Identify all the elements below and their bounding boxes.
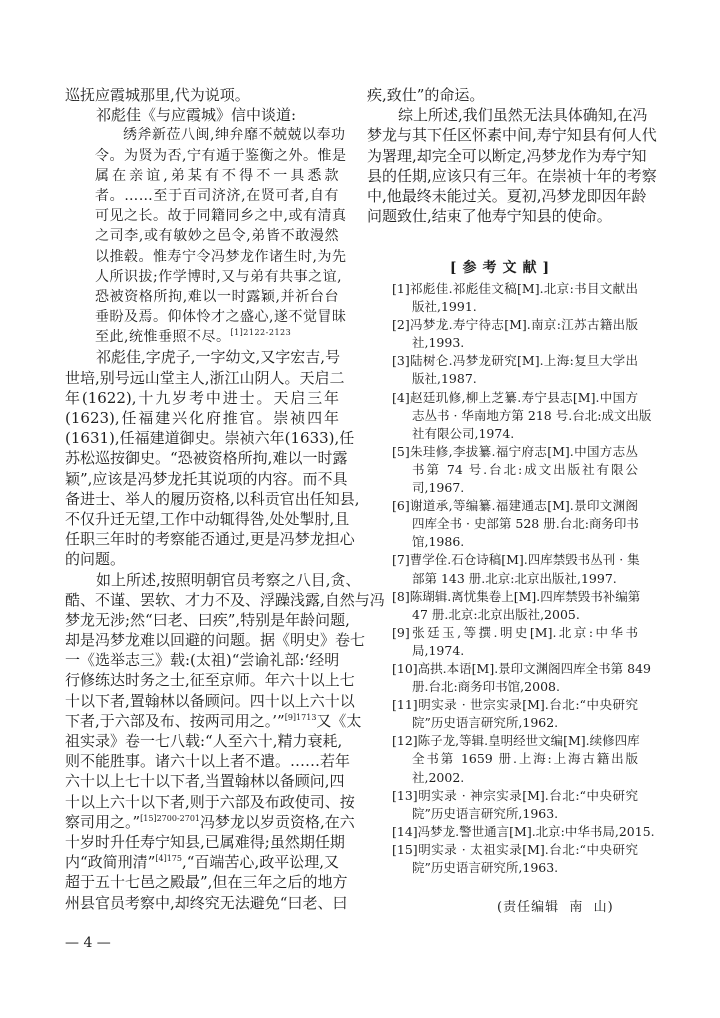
text-line: [65, 529, 355, 549]
reference-text: 陈子龙,等辑.皇明经世文编[M].续修四库: [417, 733, 640, 749]
quote-line: [95, 307, 347, 327]
text-segment: 十岁时升任寿宁知县,已属难得;虽然期任期: [65, 832, 345, 851]
text-line: [65, 428, 355, 448]
reference-item: [392, 624, 638, 660]
text-segment: 令。为贤为否,宁有遁于鉴衡之外。惟是: [95, 147, 347, 164]
reference-text: 明实录 · 世宗实录[M].台北:“中央研究: [417, 697, 638, 713]
text-segment: 祖实录》卷一七八载:“人至六十,精力衰耗,: [65, 732, 343, 750]
reference-text: 冯梦龙.寿宁待志[M].南京:江苏古籍出版: [409, 317, 638, 333]
reference-item: [392, 732, 638, 786]
text-segment: 巡抚应霞城那里,代为说项。: [65, 86, 250, 104]
text-segment: 祁彪佳《与应霞城》信中谈道:: [96, 106, 297, 125]
text-line: [96, 570, 361, 590]
reference-text: 陆树仑.冯梦龙研究[M].上海:复旦大学出: [409, 353, 638, 369]
reference-line: [412, 298, 638, 316]
text-line: [65, 792, 355, 812]
reference-text: 社,2002.: [412, 769, 465, 785]
reference-number: [8]: [392, 588, 410, 604]
text-segment: 备进士、举人的履历资格,以科贡官出任知县,: [65, 489, 360, 508]
reference-line: [392, 787, 638, 805]
text-line: [65, 549, 339, 569]
reference-text: 志丛书 · 华南地方第 218 号.台北:成文出版: [412, 407, 652, 423]
reference-item: [392, 823, 655, 841]
reference-line: [392, 660, 652, 678]
reference-line: [412, 678, 638, 696]
reference-number: [2]: [392, 317, 410, 333]
reference-number: [1]: [392, 281, 410, 296]
reference-line: [412, 606, 638, 624]
reference-item: [392, 352, 638, 388]
editor-note: (责任编辑 南 山): [497, 900, 614, 915]
text-segment: 内“政简刑清”: [65, 853, 156, 872]
reference-item: [392, 389, 652, 443]
text-segment: 却是冯梦龙难以回避的问题。据《明史》卷七: [65, 631, 366, 650]
text-line: [65, 812, 355, 832]
quote-line: [95, 226, 339, 246]
citation-superscript: [1]2122-2123: [230, 328, 292, 338]
reference-text: 司,1967.: [412, 480, 465, 496]
text-line: [65, 711, 362, 731]
text-line: [65, 872, 348, 892]
reference-line: [412, 370, 638, 388]
text-segment: 州县官员考察中,却终究无法避免“曰老、曰: [65, 893, 348, 912]
quote-line: [123, 125, 346, 145]
text-segment: 县的任期,应该只有三年。在崇祯十年的考察: [367, 166, 657, 185]
left-column: [65, 85, 385, 913]
reference-number: [9]: [392, 624, 410, 640]
reference-text: 谢道承,等编纂.福建通志[M].景印文渊阁: [409, 498, 638, 514]
text-segment: ,“百端苦心,政平讼理,又: [181, 853, 339, 872]
text-line: [367, 125, 657, 145]
text-line: [65, 388, 339, 408]
reference-text: 陈瑚辑.离忧集卷上[M].四库禁毁书补编第: [409, 588, 641, 604]
text-segment: (1631),任福建道御史。崇祯六年(1633),任: [65, 429, 355, 448]
text-line: [367, 85, 638, 105]
text-line: [65, 893, 348, 913]
text-segment: 察司用之。”: [65, 812, 141, 831]
text-segment: 下者,于六部及布、按两司用之。’”: [65, 711, 285, 730]
reference-line: [412, 425, 638, 443]
text-segment: 则不能胜事。诸六十以上者不遣。……若年: [65, 752, 351, 771]
text-segment: 冯梦龙以岁贡资格,在六: [200, 812, 355, 831]
text-segment: 中,他最终未能过关。夏初,冯梦龙即因年龄: [367, 186, 647, 205]
text-line: [96, 105, 339, 125]
reference-text: 全书第 1659 册.上海:上海古籍出版: [412, 751, 638, 767]
reference-line: [392, 316, 638, 334]
reference-line: [392, 732, 638, 750]
reference-number: [15]: [392, 841, 418, 857]
references-heading: [参考文献]: [449, 260, 556, 276]
reference-line: [392, 497, 638, 515]
reference-text: 社,1993.: [412, 335, 465, 351]
reference-line: [392, 624, 638, 642]
reference-item: [392, 316, 638, 352]
reference-line: [392, 551, 638, 569]
text-segment: 以推毂。惟寿宁令冯梦龙作诸生时,为先: [95, 248, 347, 265]
text-segment: 梦龙无涉;然“曰老、曰疾”,特别是年龄问题,: [65, 610, 350, 629]
quote-line: [95, 166, 339, 186]
text-segment: 十以下者,置翰林以备顾问。四十以上六十以: [65, 691, 355, 710]
text-segment: 可见之长。故于同籍同乡之中,或有清真: [95, 208, 347, 225]
text-segment: 又《太: [316, 711, 362, 730]
reference-item: [392, 841, 638, 877]
reference-text: 赵廷玑修,柳上芝纂.寿宁县志[M].中国方: [409, 389, 638, 405]
text-line: [65, 852, 339, 872]
reference-text: 曹学佺.石仓诗稿[M].四库禁毁书丛刊 · 集: [409, 552, 640, 568]
text-segment: 绣斧新莅八闽,绅弁靡不兢兢以奉功: [123, 127, 346, 144]
reference-line: [392, 696, 638, 714]
text-line: [65, 590, 385, 610]
text-line: [65, 771, 345, 791]
reference-number: [10]: [392, 660, 418, 676]
reference-text: 冯梦龙.警世通言[M].北京:中华书局,2015.: [417, 823, 655, 839]
text-segment: 任职三年时的考察能否通过,更是冯梦龙担心: [65, 530, 355, 549]
text-segment: 者。……至于百司济济,在贤可者,自有: [95, 187, 339, 204]
reference-item: [392, 280, 638, 316]
reference-text: 版社,1987.: [412, 371, 477, 387]
reference-line: [412, 334, 638, 352]
text-line: [65, 731, 343, 751]
text-line: [398, 105, 648, 125]
text-segment: 祁彪佳,字虎子,一字幼文,又字宏吉,号: [96, 348, 341, 367]
reference-text: 书第 74 号.台北:成文出版社有限公: [412, 461, 638, 477]
text-segment: 的问题。: [65, 550, 126, 569]
text-line: [65, 408, 339, 428]
text-line: [65, 691, 355, 711]
text-segment: 颖”,应该是冯梦龙托其说项的内容。而不具: [65, 469, 348, 488]
reference-line: [412, 750, 638, 768]
citation-superscript: [4]175: [155, 854, 182, 864]
quote-line: [95, 267, 343, 287]
reference-text: 院”历史语言研究所,1962.: [412, 715, 559, 731]
quote-line: [95, 327, 339, 347]
reference-line: [412, 570, 638, 588]
references-list: [392, 280, 655, 877]
reference-number: [11]: [392, 697, 418, 713]
text-line: [367, 206, 638, 226]
reference-text: 明实录 · 神宗实录[M].台北:“中央研究: [417, 787, 638, 803]
quote-line: [95, 287, 339, 307]
reference-line: [412, 805, 638, 823]
right-column: [367, 85, 657, 226]
reference-text: 册.台北:商务印书馆,2008.: [412, 679, 560, 695]
text-segment: 行修练达时务之士,征至京师。年六十以上七: [65, 671, 355, 690]
text-segment: 之司李,或有敏妙之邑令,弟皆不敢漫然: [95, 228, 339, 245]
text-line: [65, 650, 339, 670]
quote-line: [95, 186, 339, 206]
text-segment: 不仅升迁无望,工作中动辄得咎,处处掣肘,且: [65, 509, 350, 528]
reference-line: [412, 515, 638, 533]
reference-text: 明实录 · 太祖实录[M].台北:“中央研究: [417, 841, 638, 857]
reference-line: [392, 443, 638, 461]
text-segment: 问题致仕,结束了他寿宁知县的使命。: [367, 207, 612, 226]
reference-text: 部第 143 册.北京:北京出版社,1997.: [412, 570, 617, 586]
reference-text: 馆,1986.: [412, 534, 465, 550]
reference-item: [392, 551, 638, 587]
reference-item: [392, 787, 638, 823]
text-segment: 垂盼及焉。仰体怜才之盛心,遂不觉冒昧: [95, 309, 347, 326]
text-segment: 综上所述,我们虽然无法具体确知,在冯: [398, 106, 648, 125]
text-line: [367, 146, 647, 166]
reference-text: 院”历史语言研究所,1963.: [412, 860, 559, 875]
reference-number: [5]: [392, 443, 410, 459]
text-segment: 属在亲谊,弟某有不得不一具悉款: [95, 167, 339, 184]
reference-line: [412, 714, 638, 732]
text-line: [65, 630, 366, 650]
reference-item: [392, 497, 638, 551]
reference-item: [392, 443, 638, 497]
text-segment: 如上所述,按照明朝官员考察之八目,贪、: [96, 570, 361, 589]
reference-line: [392, 823, 655, 841]
reference-text: 院”历史语言研究所,1963.: [412, 805, 559, 821]
reference-item: [392, 696, 638, 732]
reference-text: 高拱.本语[M].景印文渊阁四库全书第 849: [417, 660, 652, 676]
text-segment: 年(1622),十九岁考中进士。天启三年: [65, 388, 339, 407]
reference-line: [412, 769, 638, 787]
reference-number: [12]: [392, 733, 418, 749]
quote-line: [95, 146, 347, 166]
reference-text: 社有限公司,1974.: [412, 425, 515, 441]
reference-text: 四库全书 · 史部第 528 册.台北:商务印书: [412, 516, 639, 532]
reference-number: [13]: [392, 787, 418, 803]
text-segment: 为署理,却完全可以断定,冯梦龙作为寿宁知: [367, 146, 647, 165]
page-number: — 4 —: [65, 935, 111, 951]
reference-number: [3]: [392, 353, 410, 369]
text-segment: 六十以上七十以下者,当置翰林以备顾问,四: [65, 772, 345, 791]
text-line: [65, 448, 348, 468]
text-segment: 至此,统惟垂照不尽。: [95, 329, 231, 346]
text-segment: 酷、不谨、罢软、才力不及、浮躁浅露,自然与冯: [65, 590, 385, 609]
text-segment: 人所识拔;作学博时,又与弟有共事之谊,: [95, 268, 343, 285]
reference-line: [412, 407, 652, 425]
text-segment: 超于五十七邑之殿最”,但在三年之后的地方: [65, 873, 348, 892]
reference-text: 版社,1991.: [412, 299, 477, 315]
reference-line: [392, 841, 638, 859]
quote-line: [95, 206, 347, 226]
text-line: [65, 751, 351, 771]
reference-number: [4]: [392, 389, 410, 405]
text-line: [367, 186, 647, 206]
text-line: [65, 610, 350, 630]
reference-number: [7]: [392, 552, 410, 568]
reference-text: 47 册.北京:北京出版社,2005.: [412, 606, 580, 622]
text-segment: 世培,别号远山堂主人,浙江山阴人。天启二: [65, 368, 345, 387]
reference-text: 张廷玉,等撰.明史[M].北京:中华书: [409, 624, 638, 640]
reference-text: 祁彪佳.祁彪佳文稿[M].北京:书目文献出: [409, 281, 638, 296]
reference-line: [412, 642, 638, 660]
text-line: [96, 347, 339, 367]
reference-text: 局,1974.: [412, 642, 465, 658]
quote-line: [95, 247, 347, 267]
reference-number: [6]: [392, 498, 410, 514]
text-line: [65, 509, 350, 529]
text-line: [65, 832, 345, 852]
reference-line: [392, 280, 638, 298]
citation-superscript: [9]1713: [284, 712, 317, 722]
text-segment: 十以上六十以下者,则于六部及布政使司、按: [65, 792, 355, 811]
text-segment: 梦龙与其下任区怀素中间,寿宁知县有何人代: [367, 126, 657, 145]
text-line: [65, 85, 339, 105]
reference-text: 朱珪修,李拔纂.福宁府志[M].中国方志丛: [409, 443, 638, 459]
text-segment: (1623),任福建兴化府推官。崇祯四年: [65, 409, 339, 427]
text-segment: 一《选举志三》载:(太祖)“尝谕礼部:‘经明: [65, 651, 340, 670]
reference-line: [392, 389, 638, 407]
text-segment: 恐被资格所拘,难以一时露颖,并祈台台: [95, 288, 339, 305]
reference-item: [392, 660, 652, 696]
citation-superscript: [15]2700-2701: [140, 813, 201, 823]
text-line: [65, 489, 360, 509]
reference-item: [392, 588, 641, 624]
text-line: [65, 469, 348, 489]
reference-line: [412, 533, 638, 551]
text-line: [65, 670, 355, 690]
reference-line: [412, 859, 638, 877]
reference-line: [392, 352, 638, 370]
reference-line: [412, 479, 638, 497]
reference-line: [412, 461, 638, 479]
text-line: [367, 166, 657, 186]
text-segment: 苏松巡按御史。“恐被资格所拘,难以一时露: [65, 449, 348, 468]
text-segment: 疾,致仕”的命运。: [367, 86, 485, 104]
text-line: [65, 368, 345, 388]
reference-line: [392, 588, 641, 606]
reference-number: [14]: [392, 823, 418, 839]
